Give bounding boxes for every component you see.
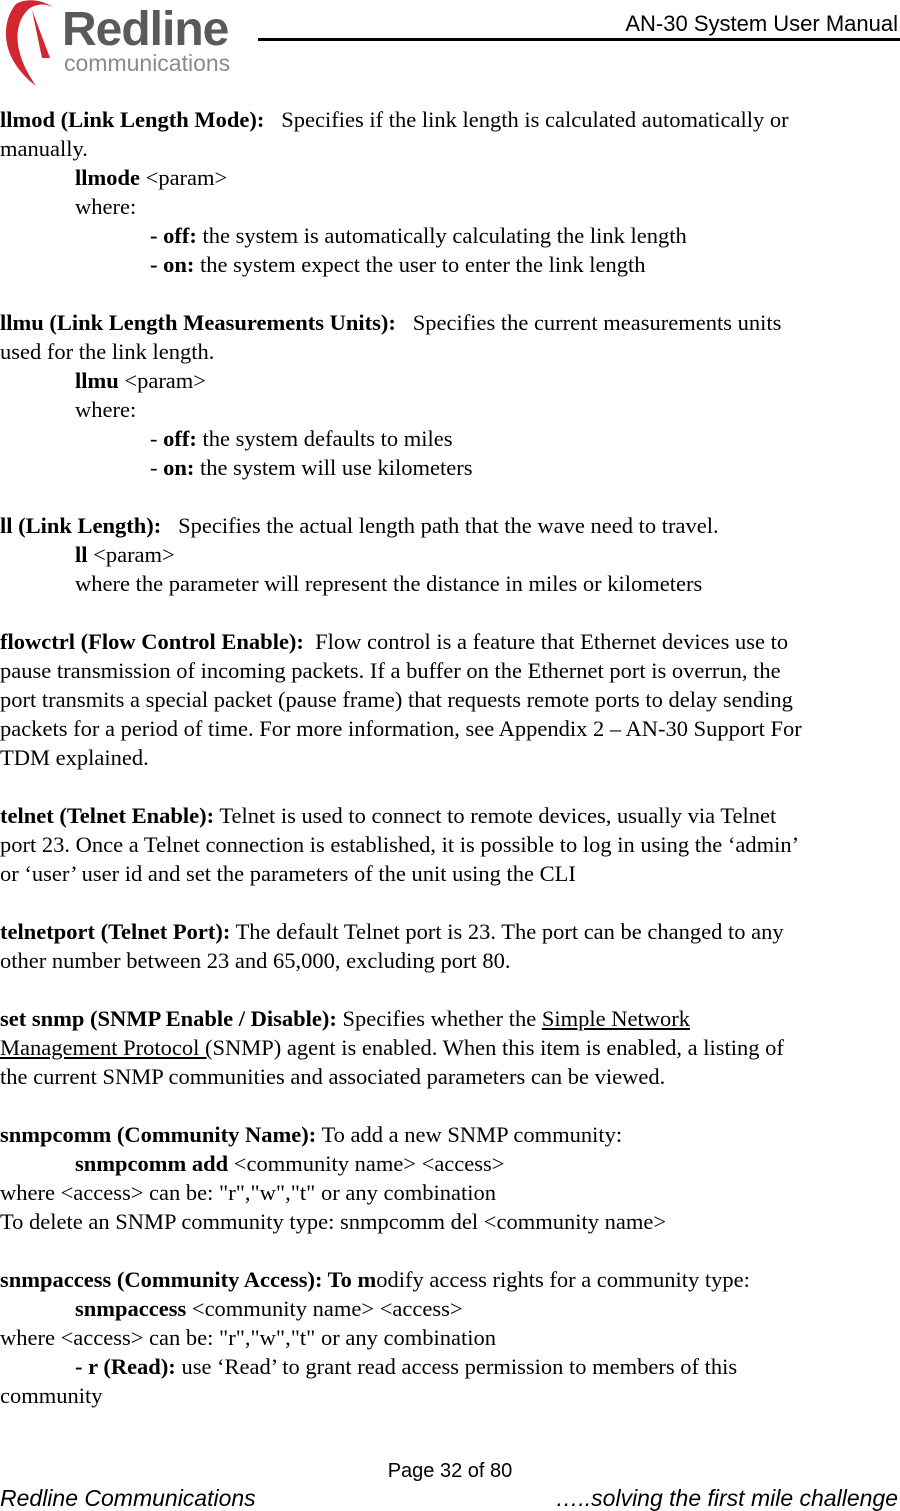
snmpcomm-command: snmpcomm add <box>75 1151 229 1176</box>
flowctrl-line3: port transmits a special packet (pause frame) that requests remote ports to delay sending <box>0 687 793 712</box>
telnetport-line2: other number between 23 and 65,000, excluding port 80. <box>0 948 511 973</box>
footer-company: Redline Communications <box>0 1485 256 1511</box>
ll-where: where the parameter will represent the distance in miles or kilometers <box>75 571 703 596</box>
snmp-link-part2[interactable]: Management Protocol ( <box>0 1035 213 1060</box>
ll-param: <param> <box>93 542 175 567</box>
llmu-opt-off-text: the system defaults to miles <box>202 426 453 451</box>
redline-swoosh-icon <box>2 0 62 88</box>
section-snmp <box>0 1004 900 1091</box>
ll-desc: Specifies the actual length path that the wave need to travel. <box>178 513 719 538</box>
snmpcomm-desc: To add a new SNMP community: <box>321 1122 623 1147</box>
section-ll <box>0 511 900 598</box>
llmod-desc-cont: manually. <box>0 136 88 161</box>
footer-tagline: …..solving the first mile challenge <box>555 1485 898 1511</box>
snmp-line1: Specifies whether the <box>342 1006 537 1031</box>
header-rule <box>258 38 900 41</box>
term-ll: ll (Link Length): <box>0 513 162 538</box>
snmpcomm-delete: To delete an SNMP community type: snmpcomm del <community name> <box>0 1209 667 1234</box>
logo-wordmark: Redline <box>62 3 229 56</box>
llmu-opt-on-key: on: <box>163 455 195 480</box>
document-title: AN-30 System User Manual <box>625 11 898 36</box>
snmpaccess-opt-read-text-cont: community <box>0 1383 103 1408</box>
ll-command: ll <box>75 542 88 567</box>
llmod-where: where: <box>75 194 137 219</box>
flowctrl-line4: packets for a period of time. For more information, see Appendix 2 – AN-30 Support For <box>0 716 802 741</box>
snmpcomm-where: where <access> can be: "r","w","t" or any combination <box>0 1180 496 1205</box>
section-flowctrl <box>0 627 900 772</box>
snmp-link-part1[interactable]: Simple Network <box>541 1006 690 1031</box>
snmpcomm-param: <community name> <access> <box>233 1151 505 1176</box>
snmpaccess-where: where <access> can be: "r","w","t" or any combination <box>0 1325 496 1350</box>
llmod-opt-on-text: the system expect the user to enter the link length <box>200 252 646 277</box>
llmod-desc: Specifies if the link length is calculated automatically or <box>281 107 789 132</box>
section-llmu <box>0 308 900 482</box>
page-number: Page 32 of 80 <box>387 1460 513 1482</box>
section-snmpaccess <box>0 1265 900 1410</box>
llmu-desc-cont: used for the link length. <box>0 339 215 364</box>
llmu-command: llmu <box>75 368 119 393</box>
snmpaccess-opt-read-key: - r (Read): <box>75 1354 176 1379</box>
term-snmp: set snmp (SNMP Enable / Disable): <box>0 1006 337 1031</box>
llmod-command: llmode <box>75 165 140 190</box>
term-telnetport: telnetport (Telnet Port): <box>0 919 231 944</box>
llmod-opt-off-key: - off: <box>150 223 197 248</box>
llmu-opt-on-text: the system will use kilometers <box>200 455 473 480</box>
llmod-param: <param> <box>145 165 228 190</box>
term-telnet: telnet (Telnet Enable): <box>0 803 215 828</box>
term-llmod: llmod (Link Length Mode): <box>0 107 265 132</box>
snmpaccess-desc: odify access rights for a community type: <box>376 1267 750 1292</box>
section-telnet <box>0 801 900 888</box>
llmod-opt-on-key: - on: <box>150 252 195 277</box>
redline-logo <box>2 0 252 88</box>
term-flowctrl: flowctrl (Flow Control Enable): <box>0 629 304 654</box>
telnet-line2: port 23. Once a Telnet connection is established, it is possible to log in using the ‘admin’ <box>0 832 800 857</box>
llmu-desc: Specifies the current measurements units <box>412 310 782 335</box>
llmu-opt-off-key: off: <box>163 426 197 451</box>
snmpaccess-opt-read-text: use ‘Read’ to grant read access permission to members of this <box>181 1354 738 1379</box>
term-llmu: llmu (Link Length Measurements Units): <box>0 310 396 335</box>
section-snmpcomm <box>0 1120 900 1236</box>
snmpaccess-param: <community name> <access> <box>191 1296 463 1321</box>
snmp-line2: SNMP) agent is enabled. When this item is enabled, a listing of <box>212 1035 784 1060</box>
llmu-opt-off-dash: - <box>150 426 158 451</box>
telnetport-line1: The default Telnet port is 23. The port can be changed to any <box>235 919 784 944</box>
page-content <box>0 105 900 1410</box>
llmu-where: where: <box>75 397 137 422</box>
llmu-opt-on-dash: - <box>150 455 158 480</box>
llmod-opt-off-text: the system is automatically calculating the link length <box>202 223 687 248</box>
section-llmod <box>0 105 900 279</box>
flowctrl-line5: TDM explained. <box>0 745 149 770</box>
snmpaccess-command: snmpaccess <box>75 1296 187 1321</box>
telnet-line3: or ‘user’ user id and set the parameters of the unit using the CLI <box>0 861 576 886</box>
flowctrl-line1: Flow control is a feature that Ethernet devices use to <box>315 629 789 654</box>
logo-subtitle: communications <box>64 50 231 76</box>
llmu-param: <param> <box>124 368 206 393</box>
term-snmpcomm: snmpcomm (Community Name): <box>0 1122 317 1147</box>
flowctrl-line2: pause transmission of incoming packets. If a buffer on the Ethernet port is overrun, the <box>0 658 781 683</box>
snmp-line3: the current SNMP communities and associated parameters can be viewed. <box>0 1064 666 1089</box>
term-snmpaccess: snmpaccess (Community Access): To m <box>0 1267 377 1292</box>
telnet-line1: Telnet is used to connect to remote devices, usually via Telnet <box>219 803 777 828</box>
section-telnetport <box>0 917 900 975</box>
